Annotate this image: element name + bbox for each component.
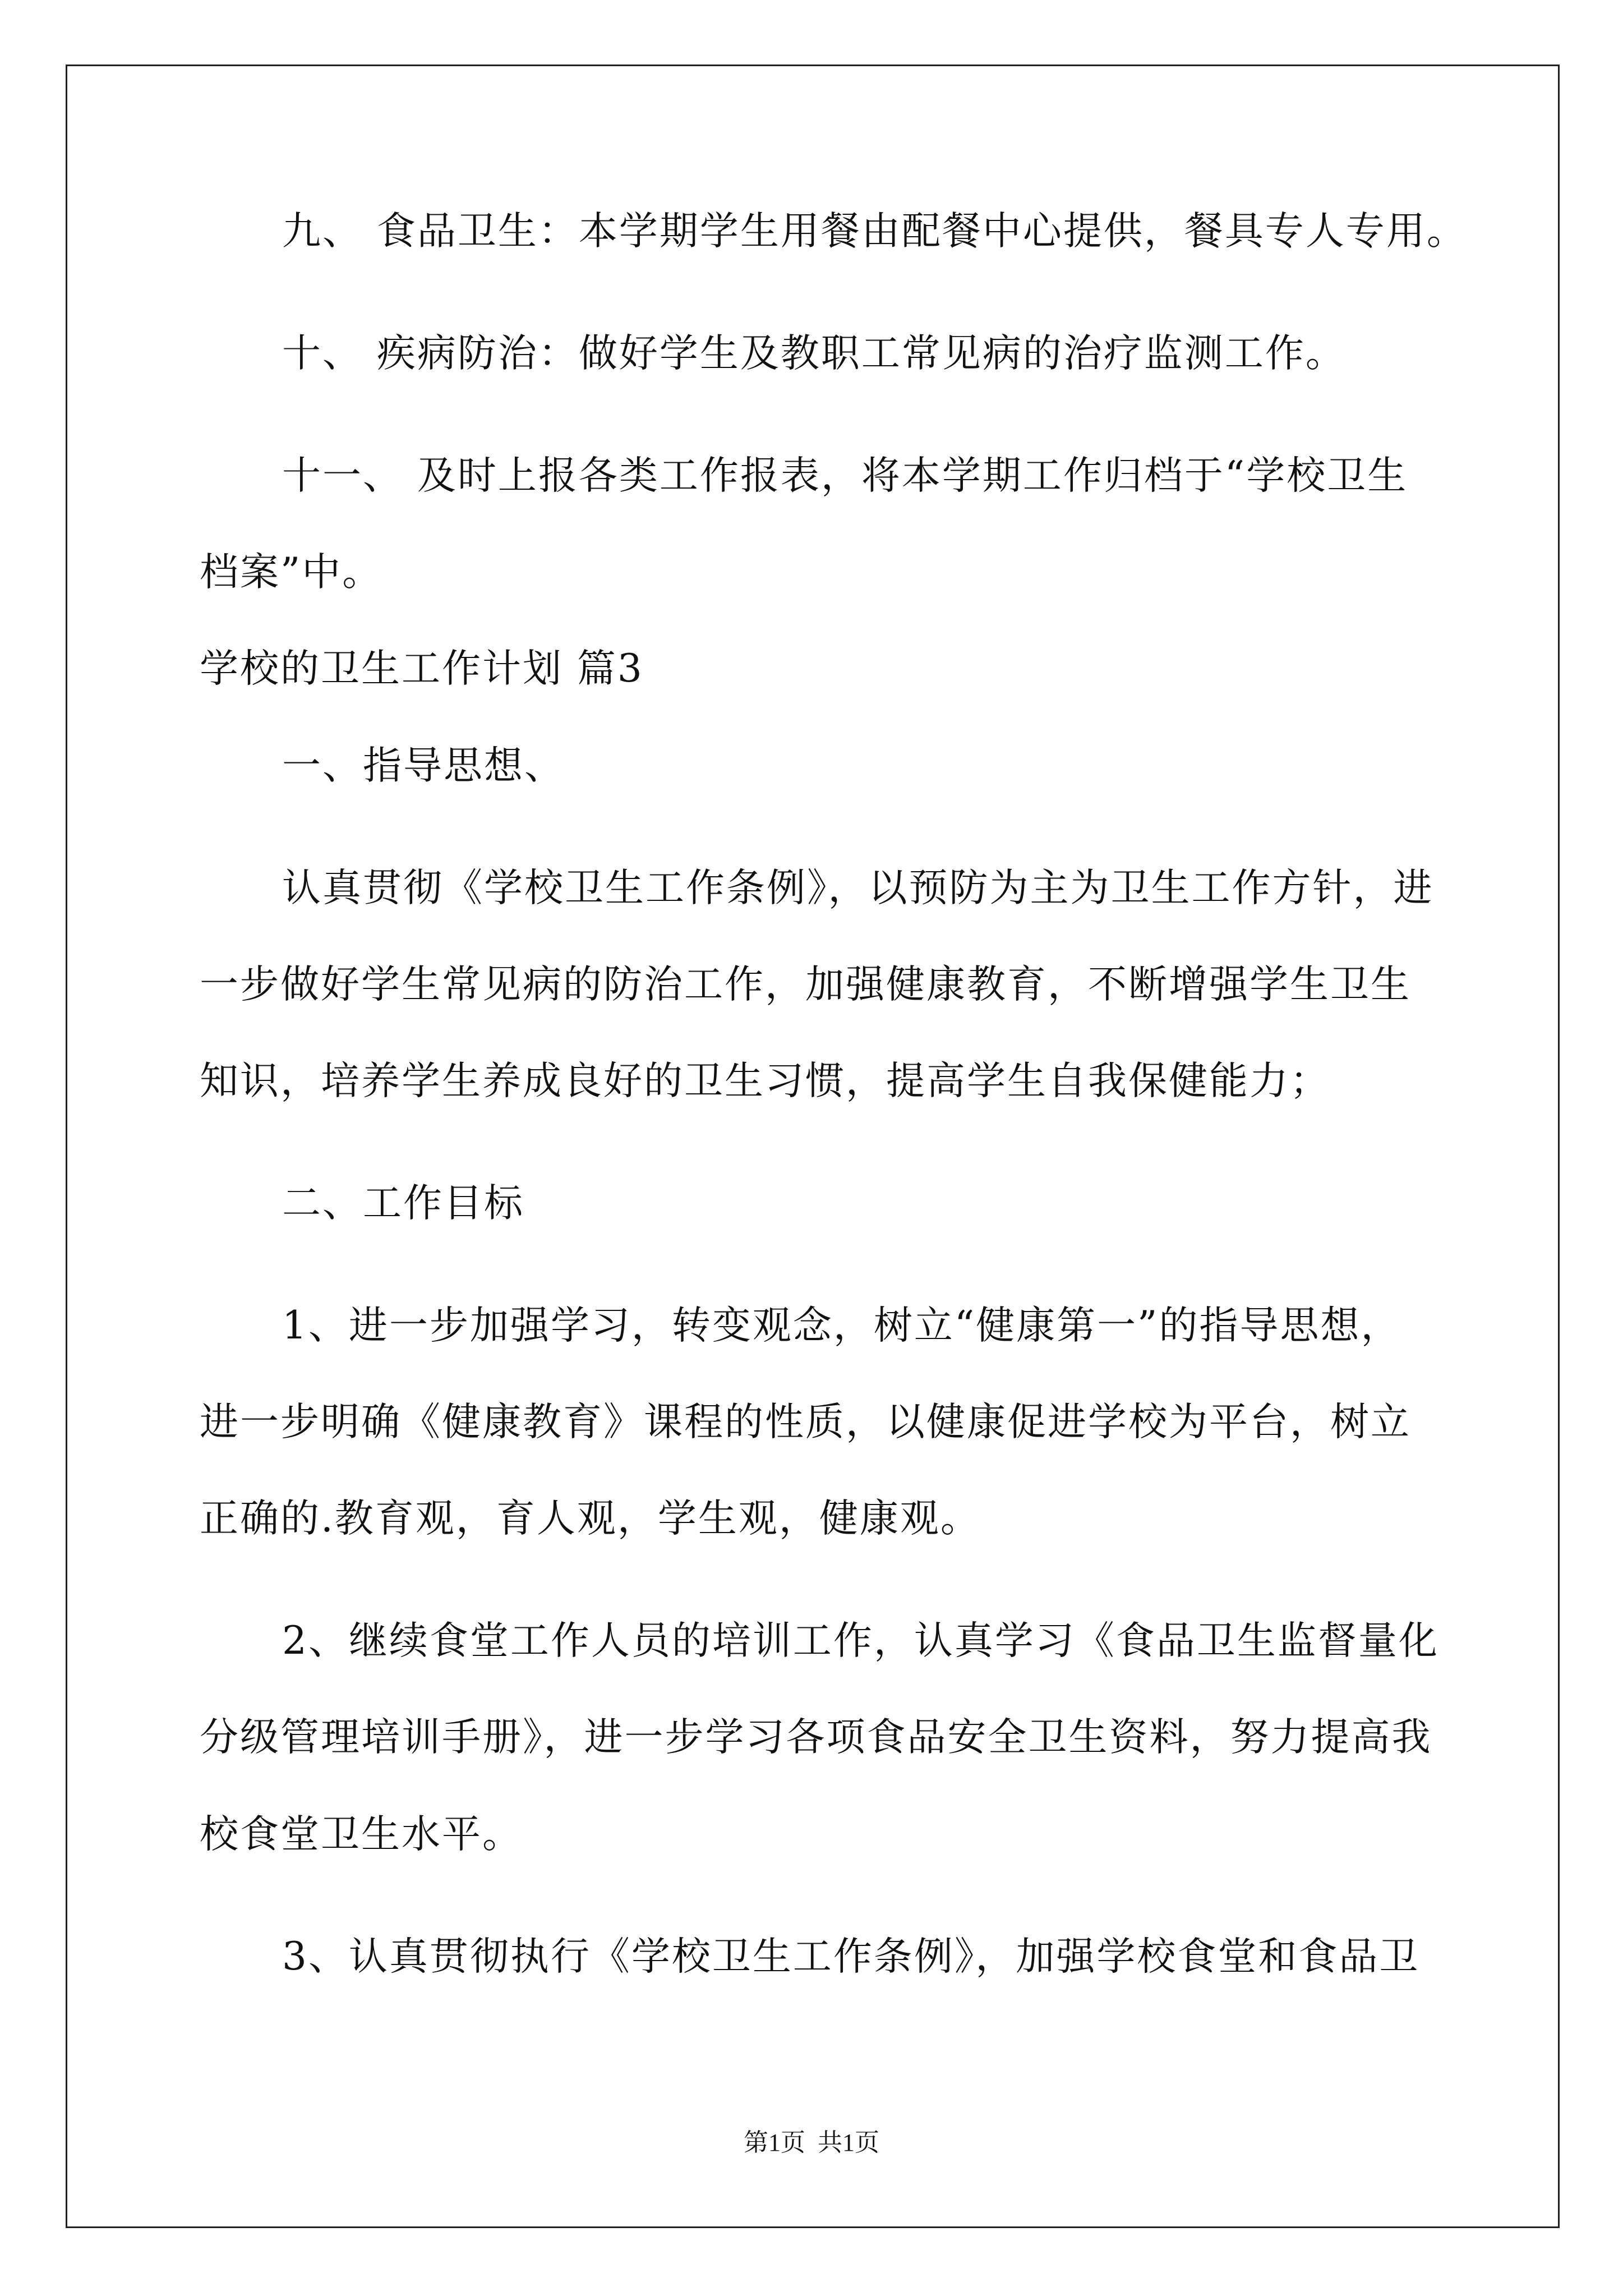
text-line: 正确的.教育观，育人观，学生观，健康观。	[200, 1496, 981, 1541]
text-line: 2、继续食堂工作人员的培训工作，认真学习《食品卫生监督量化	[282, 1618, 1439, 1663]
text-line: 九、 食品卫生：本学期学生用餐由配餐中心提供，餐具专人专用。	[282, 209, 1467, 254]
text-line: 1、进一步加强学习，转变观念，树立“健康第一”的指导思想，	[282, 1303, 1401, 1348]
text-line: 十、 疾病防治：做好学生及教职工常见病的治疗监测工作。	[282, 331, 1346, 376]
text-line: 一步做好学生常见病的防治工作，加强健康教育，不断增强学生卫生	[200, 962, 1411, 1007]
text-line: 3、认真贯彻执行《学校卫生工作条例》，加强学校食堂和食品卫	[282, 1934, 1420, 1979]
text-line: 档案”中。	[200, 550, 383, 595]
text-line: 二、工作目标	[282, 1181, 524, 1226]
text-line: 一、指导思想、	[282, 743, 565, 788]
section-heading: 学校的卫生工作计划 篇3	[200, 646, 644, 691]
page-number: 第1页 共1页	[744, 2129, 879, 2156]
text-line: 分级管理培训手册》，进一步学习各项食品安全卫生资料，努力提高我	[200, 1715, 1432, 1760]
text-line: 知识，培养学生养成良好的卫生习惯，提高学生自我保健能力；	[200, 1059, 1330, 1103]
page-border	[66, 65, 1560, 2228]
text-line: 十一、 及时上报各类工作报表，将本学期工作归档于“学校卫生	[282, 453, 1408, 498]
text-line: 校食堂卫生水平。	[200, 1812, 523, 1857]
text-line: 进一步明确《健康教育》课程的性质，以健康促进学校为平台，树立	[200, 1400, 1411, 1444]
text-line: 认真贯彻《学校卫生工作条例》，以预防为主为卫生工作方针，进	[282, 866, 1434, 910]
